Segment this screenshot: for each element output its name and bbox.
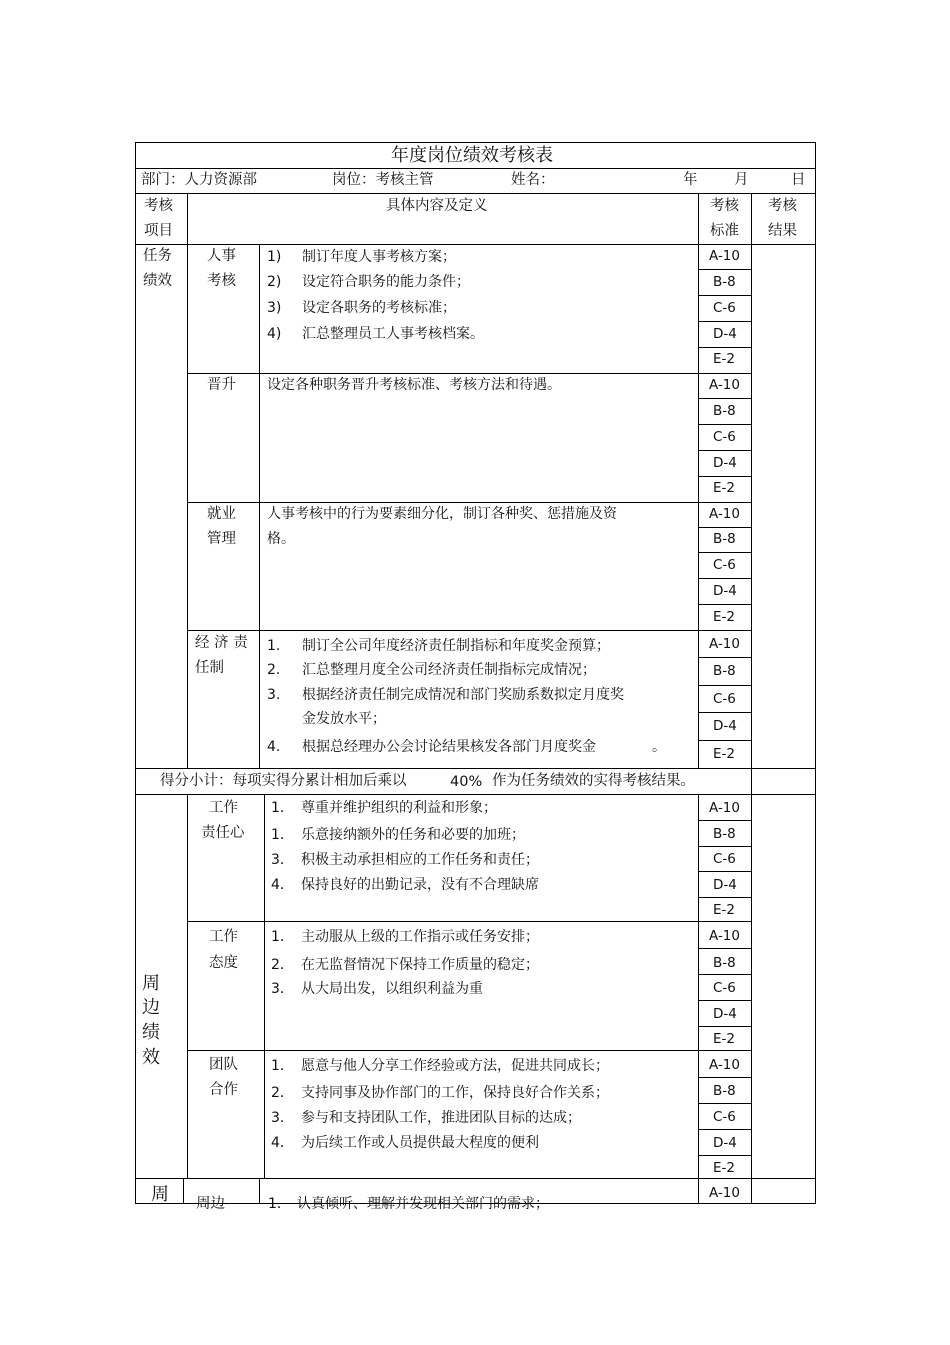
grade-cell: B-8 bbox=[713, 403, 736, 419]
grade-cell: B-8 bbox=[713, 274, 736, 290]
item-text: 根据经济责任制完成情况和部门奖励系数拟定月度奖 bbox=[302, 687, 624, 703]
item-number: 2. bbox=[267, 662, 281, 678]
month-label: 月 bbox=[734, 172, 749, 188]
item-number: 1． bbox=[271, 800, 294, 816]
item-text: 从大局出发，以组织利益为重 bbox=[301, 981, 483, 997]
grade-cell: B-8 bbox=[713, 826, 736, 842]
item-number: 1． bbox=[271, 1058, 294, 1074]
item-number: 4． bbox=[271, 877, 294, 893]
grade-cell: B-8 bbox=[713, 531, 736, 547]
item-number: 1． bbox=[271, 929, 294, 945]
grade-cell: E-2 bbox=[713, 902, 735, 918]
grade-cell: C-6 bbox=[713, 1109, 736, 1125]
item-number: 1) bbox=[267, 249, 282, 265]
col-result-header-2: 结果 bbox=[768, 223, 797, 239]
item-text: 设定符合职务的能力条件； bbox=[302, 274, 470, 290]
grade-cell: C-6 bbox=[713, 557, 736, 573]
grade-cell: A-10 bbox=[709, 1057, 740, 1073]
grade-cell: E-2 bbox=[713, 480, 735, 496]
item-number: 1. bbox=[267, 638, 281, 654]
department-field: 部门：人力资源部 bbox=[141, 172, 257, 188]
item-text: 积极主动承担相应的工作任务和责任； bbox=[301, 852, 539, 868]
item-text: 在无监督情况下保持工作质量的稳定； bbox=[301, 957, 539, 973]
item-text: 人事考核中的行为要素细分化，制订各种奖、惩措施及资 bbox=[267, 506, 617, 522]
item-text: 设定各职务的考核标准； bbox=[302, 300, 456, 316]
sub-name: 合作 bbox=[209, 1082, 238, 1098]
section-peripheral-label-2: 边 bbox=[142, 997, 160, 1018]
sub-name: 工作 bbox=[209, 929, 238, 945]
item-number: 3. bbox=[267, 687, 281, 703]
section-task-label-2: 绩效 bbox=[143, 273, 172, 289]
grade-cell: B-8 bbox=[713, 663, 736, 679]
col-standard-header-2: 标准 bbox=[710, 223, 739, 239]
day-label: 日 bbox=[791, 172, 806, 188]
sub-name: 责任心 bbox=[201, 825, 245, 841]
grade-cell: D-4 bbox=[713, 455, 737, 471]
grade-cell: B-8 bbox=[713, 955, 736, 971]
item-text: 制订年度人事考核方案； bbox=[302, 249, 456, 265]
col-standard-header: 考核 bbox=[710, 198, 739, 214]
section-peripheral-label: 周 bbox=[142, 973, 160, 994]
grade-cell: D-4 bbox=[713, 1135, 737, 1151]
form-title: 年度岗位绩效考核表 bbox=[391, 145, 553, 166]
sub-name: 团队 bbox=[209, 1057, 238, 1073]
sub-name: 周边 bbox=[196, 1196, 225, 1212]
col-item-header-2: 项目 bbox=[144, 223, 173, 239]
item-number: 3． bbox=[271, 852, 294, 868]
grade-cell: A-10 bbox=[709, 928, 740, 944]
grade-cell: E-2 bbox=[713, 609, 735, 625]
item-text: 制订全公司年度经济责任制指标和年度奖金预算； bbox=[302, 638, 610, 654]
section-last-label: 周 bbox=[151, 1184, 169, 1205]
item-text: 尊重并维护组织的利益和形象； bbox=[301, 800, 497, 816]
item-number: 4. bbox=[267, 739, 281, 755]
sub-name: 考核 bbox=[207, 273, 236, 289]
sub-name: 管理 bbox=[207, 531, 236, 547]
item-text: 设定各种职务晋升考核标准、考核方法和待遇。 bbox=[267, 377, 561, 393]
item-number: 2) bbox=[267, 274, 282, 290]
grade-cell: D-4 bbox=[713, 718, 737, 734]
item-number: 4) bbox=[267, 326, 282, 342]
year-label: 年 bbox=[683, 172, 698, 188]
grade-cell: D-4 bbox=[713, 1006, 737, 1022]
sub-name: 经 济 责 bbox=[195, 635, 248, 651]
item-text: 认真倾听、理解并发现相关部门的需求； bbox=[297, 1196, 549, 1212]
grade-cell: B-8 bbox=[713, 1083, 736, 1099]
grade-cell: D-4 bbox=[713, 877, 737, 893]
sub-name: 晋升 bbox=[207, 377, 236, 393]
grade-cell: D-4 bbox=[713, 583, 737, 599]
subtotal-text: 得分小计：每项实得分累计相加后乘以 bbox=[160, 773, 407, 789]
col-item-header: 考核 bbox=[144, 198, 173, 214]
section-task-label: 任务 bbox=[143, 248, 172, 264]
item-text: 乐意接纳额外的任务和必要的加班； bbox=[301, 827, 525, 843]
item-text: 。 bbox=[652, 739, 666, 755]
grade-cell: E-2 bbox=[713, 1031, 735, 1047]
grade-cell: A-10 bbox=[709, 248, 740, 264]
item-text: 愿意与他人分享工作经验或方法，促进共同成长； bbox=[301, 1058, 609, 1074]
position-field: 岗位：考核主管 bbox=[332, 172, 434, 188]
item-text: 汇总整理员工人事考核档案。 bbox=[302, 326, 484, 342]
grade-cell: C-6 bbox=[713, 851, 736, 867]
name-field-label: 姓名： bbox=[511, 172, 555, 188]
grade-cell: E-2 bbox=[713, 351, 735, 367]
sub-name: 人事 bbox=[207, 248, 236, 264]
item-number: 2． bbox=[271, 957, 294, 973]
item-text: 支持同事及协作部门的工作，保持良好合作关系； bbox=[301, 1085, 609, 1101]
item-number: 3) bbox=[267, 300, 282, 316]
subtotal-text-2: 作为任务绩效的实得考核结果。 bbox=[492, 773, 695, 789]
item-number: 1． bbox=[268, 1196, 291, 1212]
item-number: 2． bbox=[271, 1085, 294, 1101]
grade-cell: C-6 bbox=[713, 429, 736, 445]
col-content-header: 具体内容及定义 bbox=[386, 198, 488, 214]
item-text: 根据总经理办公会讨论结果核发各部门月度奖金 bbox=[302, 739, 596, 755]
grade-cell: A-10 bbox=[709, 636, 740, 652]
item-number: 4． bbox=[271, 1135, 294, 1151]
grade-cell: A-10 bbox=[709, 1185, 740, 1201]
item-text: 格。 bbox=[267, 531, 295, 547]
grade-cell: E-2 bbox=[713, 1160, 735, 1176]
grade-cell: A-10 bbox=[709, 377, 740, 393]
sub-name: 就业 bbox=[207, 506, 236, 522]
item-number: 3． bbox=[271, 1110, 294, 1126]
grade-cell: A-10 bbox=[709, 506, 740, 522]
grade-cell: A-10 bbox=[709, 800, 740, 816]
grade-cell: C-6 bbox=[713, 300, 736, 316]
item-number: 3． bbox=[271, 981, 294, 997]
item-text: 保持良好的出勤记录，没有不合理缺席 bbox=[301, 877, 539, 893]
item-text: 主动服从上级的工作指示或任务安排； bbox=[301, 929, 539, 945]
item-text: 为后续工作或人员提供最大程度的便利 bbox=[301, 1135, 539, 1151]
grade-cell: C-6 bbox=[713, 691, 736, 707]
col-result-header: 考核 bbox=[768, 198, 797, 214]
sub-name: 态度 bbox=[209, 955, 238, 971]
item-text: 汇总整理月度全公司经济责任制指标完成情况； bbox=[302, 662, 596, 678]
grade-cell: E-2 bbox=[713, 746, 735, 762]
grade-cell: D-4 bbox=[713, 326, 737, 342]
item-number: 1． bbox=[271, 827, 294, 843]
sub-name: 任制 bbox=[195, 660, 224, 676]
grade-cell: C-6 bbox=[713, 980, 736, 996]
item-text: 参与和支持团队工作，推进团队目标的达成； bbox=[301, 1110, 581, 1126]
section-peripheral-label-4: 效 bbox=[142, 1047, 160, 1068]
sub-name: 工作 bbox=[209, 800, 238, 816]
item-text: 金发放水平； bbox=[302, 711, 386, 727]
section-peripheral-label-3: 绩 bbox=[142, 1022, 160, 1043]
subtotal-percent: 40% bbox=[450, 774, 483, 790]
